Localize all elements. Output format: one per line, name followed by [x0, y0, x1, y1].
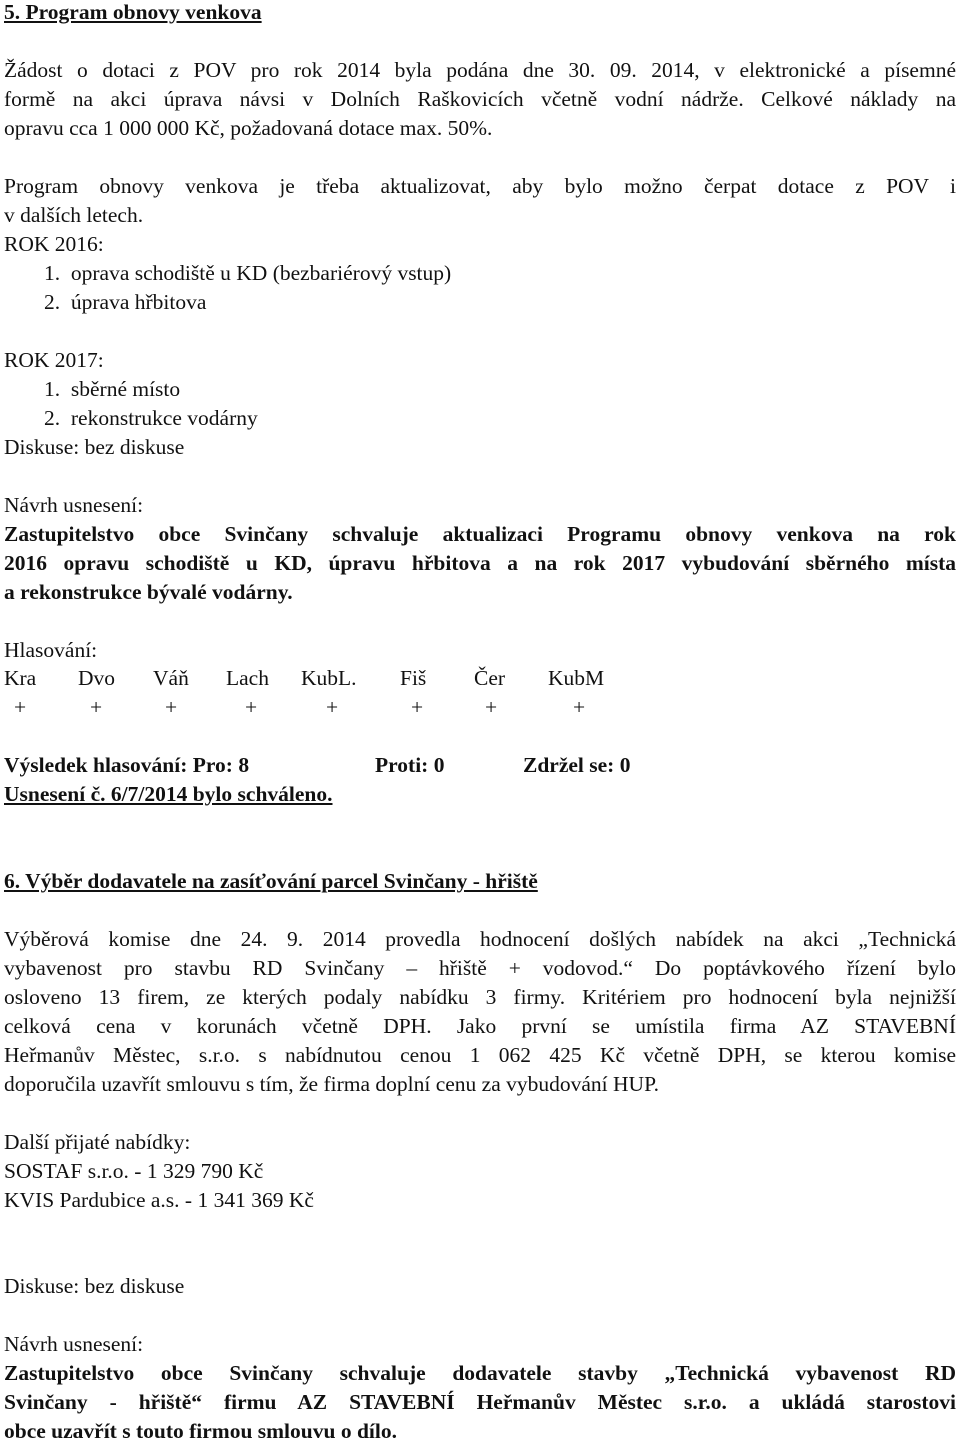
proposal-label: Návrh usnesení: [4, 1332, 144, 1356]
vote-mark: + [245, 695, 258, 719]
proposal-label: Návrh usnesení: [4, 493, 144, 517]
other-offer-item: SOSTAF s.r.o. - 1 329 790 Kč [4, 1159, 264, 1183]
sec5-para1-line-1: Žádost o dotaci z POV pro rok 2014 byla podána dne 30. 09. 2014, v elektronické a písemné [4, 58, 956, 82]
vote-mark: + [165, 695, 178, 719]
sec6-para-line: Výběrová komise dne 24. 9. 2014 provedla hodnocení došlých nabídek na akci „Technická [4, 927, 956, 951]
section-6-heading: 6. Výběr dodavatele na zasíťování parcel Svinčany - hřiště [4, 869, 538, 893]
sec5-para2-line-1: Program obnovy venkova je třeba aktualizovat, aby bylo možno čerpat dotace z POV i [4, 174, 956, 198]
voter-name: Váň [153, 666, 189, 690]
proposal-line: a rekonstrukce bývalé vodárny. [4, 580, 293, 604]
vote-mark: + [90, 695, 103, 719]
proposal-line: Svinčany - hřiště“ firmu AZ STAVEBNÍ Heřmanův Městec s.r.o. a ukládá starostovi [4, 1390, 956, 1414]
vote-mark: + [411, 695, 424, 719]
voter-name: Fiš [400, 666, 427, 690]
voter-name: Kra [4, 666, 37, 690]
vote-result-abstain: Zdržel se: 0 [523, 753, 631, 777]
sec5-para1-line-2: formě na akci úprava návsi v Dolních Raškovicích včetně vodní nádrže. Celkové náklady na [4, 87, 956, 111]
discussion-text: Diskuse: bez diskuse [4, 435, 185, 459]
vote-mark: + [326, 695, 339, 719]
proposal-line: 2016 opravu schodiště u KD, úpravu hřbitova a na rok 2017 vybudování sběrného místa [4, 551, 956, 575]
proposal-line: obce uzavřít s touto firmou smlouvu o dílo. [4, 1419, 397, 1443]
year-2016-item: 2. úprava hřbitova [44, 290, 207, 314]
section-5-heading: 5. Program obnovy venkova [4, 0, 262, 24]
other-offers-label: Další přijaté nabídky: [4, 1130, 191, 1154]
discussion-text: Diskuse: bez diskuse [4, 1274, 185, 1298]
resolution-status: Usnesení č. 6/7/2014 bylo schváleno. [4, 782, 333, 806]
vote-mark: + [573, 695, 586, 719]
sec6-para-line: celková cena v korunách včetně DPH. Jako první se umístila firma AZ STAVEBNÍ [4, 1014, 956, 1038]
year-2017-item: 2. rekonstrukce vodárny [44, 406, 258, 430]
sec6-para-line: doporučila uzavřít smlouvu s tím, že firma doplní cenu za vybudování HUP. [4, 1072, 660, 1096]
vote-result-for: Výsledek hlasování: Pro: 8 [4, 753, 250, 777]
voter-name: Lach [226, 666, 269, 690]
sec5-para1-line-3: opravu cca 1 000 000 Kč, požadovaná dotace max. 50%. [4, 116, 493, 140]
year-2017-label: ROK 2017: [4, 348, 104, 372]
sec6-para-line: osloveno 13 firem, ze kterých podaly nabídku 3 firmy. Kritériem pro hodnocení byla nejnižší [4, 985, 956, 1009]
vote-mark: + [485, 695, 498, 719]
year-2017-item: 1. sběrné místo [44, 377, 181, 401]
vote-result-against: Proti: 0 [375, 753, 445, 777]
voter-name: Čer [474, 666, 506, 690]
vote-mark: + [14, 695, 27, 719]
other-offer-item: KVIS Pardubice a.s. - 1 341 369 Kč [4, 1188, 314, 1212]
proposal-line: Zastupitelstvo obce Svinčany schvaluje dodavatele stavby „Technická vybavenost RD [4, 1361, 956, 1385]
sec6-para-line: vybavenost pro stavbu RD Svinčany – hřiště + vodovod.“ Do poptávkového řízení bylo [4, 956, 956, 980]
voting-label: Hlasování: [4, 638, 98, 662]
voter-name: Dvo [78, 666, 116, 690]
proposal-line: Zastupitelstvo obce Svinčany schvaluje aktualizaci Programu obnovy venkova na rok [4, 522, 956, 546]
year-2016-label: ROK 2016: [4, 232, 104, 256]
sec6-para-line: Heřmanův Městec, s.r.o. s nabídnutou cenou 1 062 425 Kč včetně DPH, se kterou komise [4, 1043, 956, 1067]
voter-name: KubL. [301, 666, 357, 690]
voter-name: KubM [548, 666, 605, 690]
year-2016-item: 1. oprava schodiště u KD (bezbariérový vstup) [44, 261, 452, 285]
sec5-para2-line-2: v dalších letech. [4, 203, 144, 227]
